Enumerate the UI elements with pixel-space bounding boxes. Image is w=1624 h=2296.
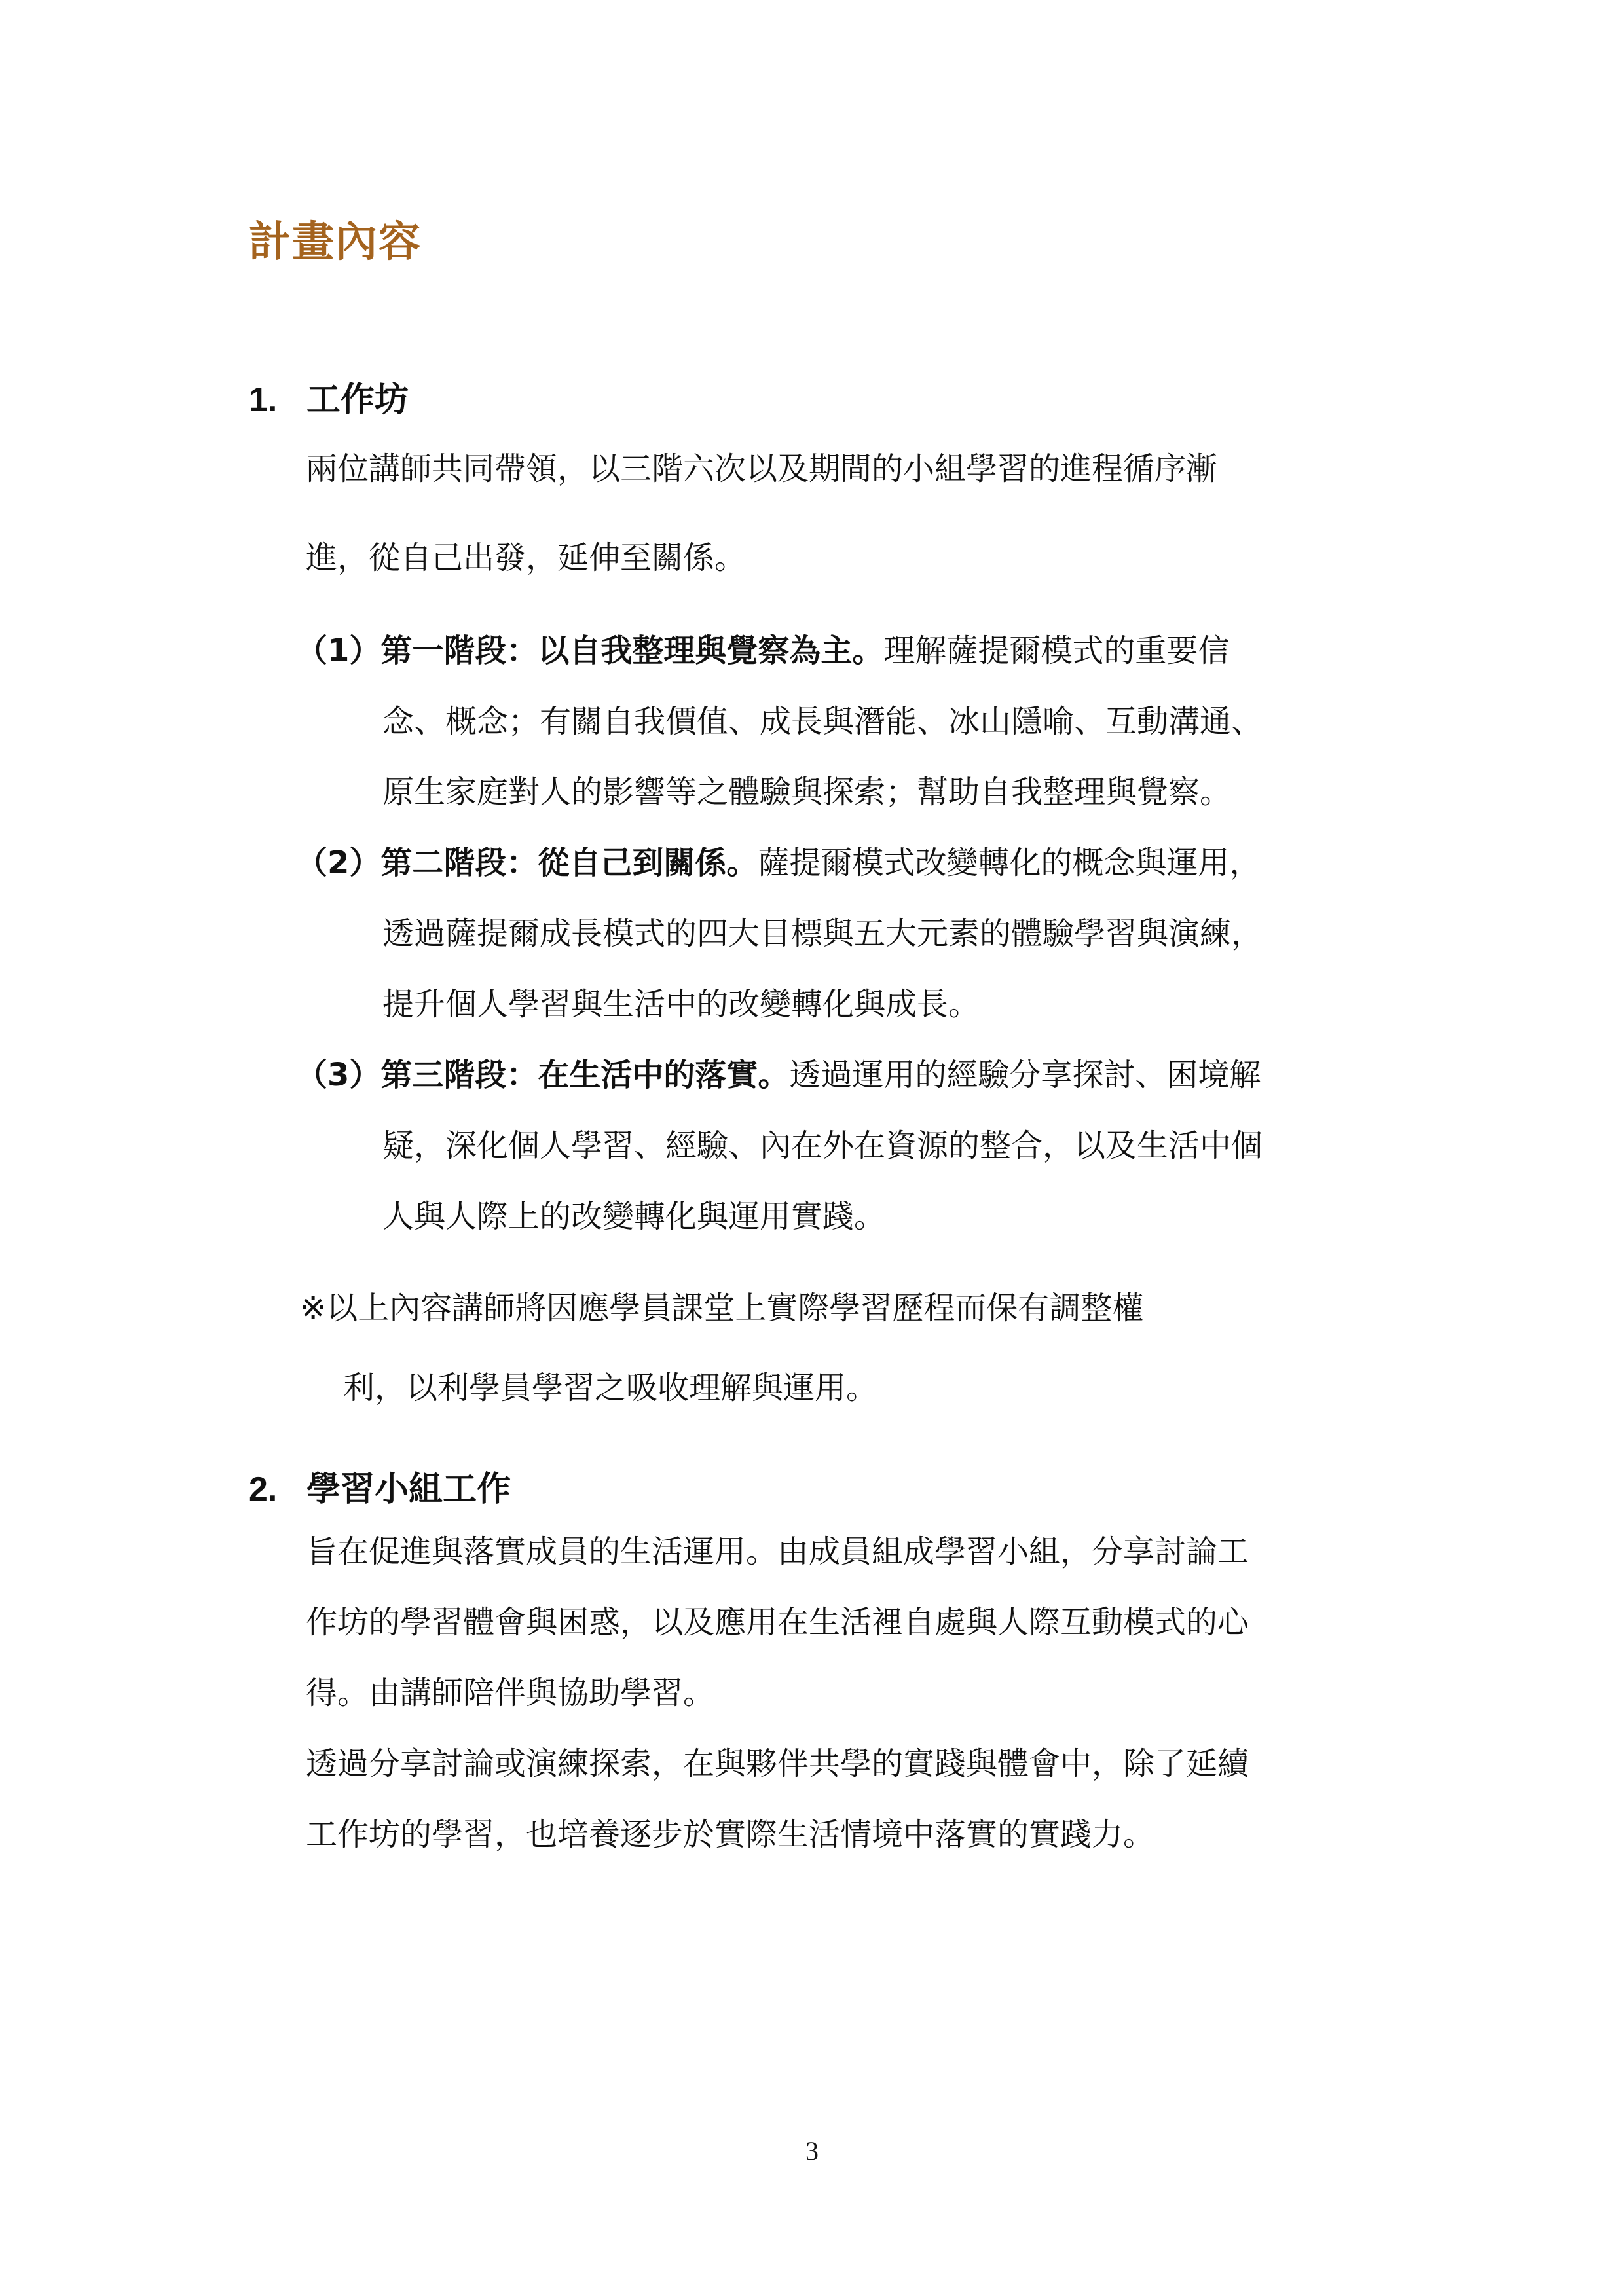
- section-2-title-text: 學習小組工作: [306, 1470, 511, 1509]
- section-2-number: 2.: [249, 1470, 278, 1508]
- stage-3-bold-title: 第三階段：在生活中的落實。: [380, 1057, 790, 1093]
- section-1-title-text: 工作坊: [306, 380, 409, 420]
- page-heading: 計畫內容: [249, 218, 422, 266]
- section-2-body-line: 作坊的學習體會與困惑，以及應用在生活裡自處與人際互動模式的心: [306, 1604, 1249, 1641]
- stage-2-marker: （2）: [296, 845, 381, 881]
- stage-1-line: 原生家庭對人的影響等之體驗與探索；幫助自我整理與覺察。: [382, 774, 1232, 811]
- section-2-body-line: 得。由講師陪伴與協助學習。: [306, 1675, 715, 1711]
- stage-3-line: 疑，深化個人學習、經驗、內在外在資源的整合，以及生活中個: [382, 1127, 1263, 1164]
- stage-1-text: 理解薩提爾模式的重要信: [883, 632, 1230, 669]
- section-2-body-line: 工作坊的學習，也培養逐步於實際生活情境中落實的實踐力。: [306, 1816, 1155, 1853]
- page-number: 3: [805, 2136, 819, 2166]
- section-1-number: 1.: [249, 381, 278, 419]
- stage-1-marker: （1）: [296, 632, 381, 669]
- section-2-title: [249, 1461, 511, 1510]
- section-1-title: [249, 372, 409, 421]
- stage-2-line: 提升個人學習與生活中的改變轉化與成長。: [382, 986, 980, 1023]
- note-line: 利，以利學員學習之吸收理解與運用。: [343, 1370, 878, 1406]
- stage-3-text: 透過運用的經驗分享探討、困境解: [789, 1057, 1261, 1093]
- stage-2-line: 透過薩提爾成長模式的四大目標與五大元素的體驗學習與演練，: [382, 915, 1263, 952]
- stage-3-marker: （3）: [296, 1057, 381, 1093]
- stage-2-bold-title: 第二階段：從自己到關係。: [380, 845, 758, 881]
- note-line: ※以上內容講師將因應學員課堂上實際學習歷程而保有調整權: [300, 1290, 1144, 1326]
- section-2-body-line: 旨在促進與落實成員的生活運用。由成員組成學習小組，分享討論工: [306, 1533, 1249, 1570]
- section-1-intro-line: 兩位講師共同帶領，以三階六次以及期間的小組學習的進程循序漸: [306, 450, 1218, 487]
- stage-3-line: 人與人際上的改變轉化與運用實踐。: [382, 1198, 886, 1235]
- stage-1-line: 念、概念；有關自我價值、成長與潛能、冰山隱喻、互動溝通、: [382, 703, 1263, 740]
- section-1-intro-line: 進，從自己出發，延伸至關係。: [306, 539, 747, 576]
- stage-2-text: 薩提爾模式改變轉化的概念與運用，: [758, 845, 1261, 881]
- stage-3-first-line: [296, 1059, 1261, 1091]
- stage-1-bold-title: 第一階段：以自我整理與覺察為主。: [380, 632, 884, 669]
- stage-2-first-line: [296, 847, 1261, 879]
- section-2-body-line: 透過分享討論或演練探索，在與夥伴共學的實踐與體會中，除了延續: [306, 1745, 1249, 1782]
- stage-1-first-line: [296, 632, 1230, 669]
